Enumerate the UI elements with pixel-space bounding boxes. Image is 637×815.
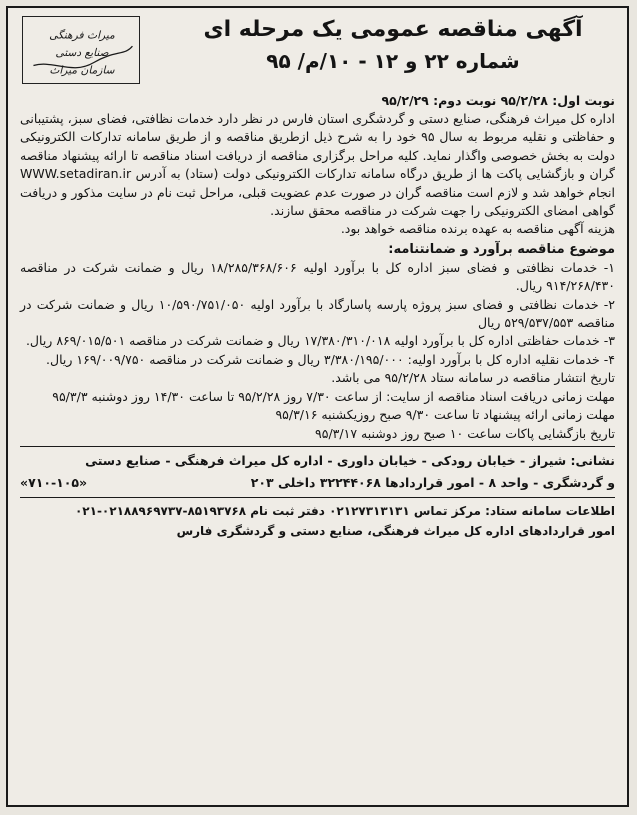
address-line-1: نشانی: شیراز - خیابان رودکی - خیابان داوری - اداره کل میراث فرهنگی - صنایع دستی <box>85 452 615 468</box>
submit-deadline: مهلت زمانی ارائه پیشنهاد تا ساعت ۹/۳۰ صبح روزیکشنبه ۹۵/۳/۱۶ <box>275 407 615 423</box>
notice-header <box>8 8 627 92</box>
subject-item-1: ۱- خدمات نظافتی و فضای سبز اداره کل با برآورد اولیه ۱۸/۲۸۵/۳۶۸/۶۰۶ ریال و ضمانت شرکت در مناقصه ۹۱۴/۲۶۸/۴۳۰ ریال. <box>20 259 615 294</box>
intro-paragraph: اداره کل میراث فرهنگی، صنایع دستی و گردشگری استان فارس در نظر دارد خدمات نظافتی، فضای سبز، پشتیبانی و حفاظتی و نقلیه مربوط به سال ۹۵ خود را به شرح ذیل ازطریق مناقصه و از طریق سامانه تدارکات الکترونیکی دولت به بخش خصوصی واگذار نماید. کلیه مراحل برگزاری مناقصه از دریافت اسناد مناقصه تا ارائه پیشنهاد مناقصه گران و بازگشایی پاکت ها از طریق درگاه سامانه تدارکات الکترونیکی دولت (ستاد) به آدرس WWW.setadiran.ir انجام خواهد شد و لازم است مناقصه گران در صورت عدم عضویت قبلی، مراحل ثبت نام در سایت مذکور و دریافت گواهی امضای الکترونیکی را جهت شرکت در مناقصه محقق سازند. <box>20 111 615 219</box>
organization-logo <box>22 16 140 84</box>
receive-deadline: مهلت زمانی دریافت اسناد مناقصه از سایت: از ساعت ۷/۳۰ روز ۹۵/۲/۲۸ تا ساعت ۱۴/۳۰ روز دوشنبه ۹۵/۳/۳ <box>52 388 615 404</box>
logo-emblem <box>23 17 139 83</box>
notice-body <box>8 92 627 541</box>
notice-number: شماره ۲۲ و ۱۲ - ۱۰/م/ ۹۵ <box>266 49 520 73</box>
publication-turns: نوبت اول: ۹۵/۲/۲۸ نوبت دوم: ۹۵/۲/۲۹ <box>381 93 615 108</box>
setad-contact-info: اطلاعات سامانه ستاد: مرکز تماس ۰۲۱۲۷۳۱۳۱۳۱ دفتر ثبت نام ۸۵۱۹۳۷۶۸-۰۲۱۸۸۹۶۹۷۳۷-۰۲۱ <box>74 503 615 518</box>
notice-title: آگهی مناقصه عمومی یک مرحله ای <box>203 17 583 42</box>
divider-bottom <box>20 497 615 498</box>
tender-notice <box>6 6 629 807</box>
logo-line-1: میراث فرهنگی <box>49 28 115 42</box>
address-line-2-text: و گردشگری - واحد ۸ - امور قراردادها ۳۲۲۴۴۰۶۸ داخلی ۲۰۳ <box>250 474 615 490</box>
subject-heading: موضوع مناقصه برآورد و ضمانتنامه: <box>388 241 615 257</box>
divider-top <box>20 446 615 447</box>
publish-date: تاریخ انتشار مناقصه در سامانه ستاد ۹۵/۲/۲۸ می باشد. <box>331 370 615 386</box>
logo-line-3: سازمان میراث <box>49 63 115 77</box>
subject-item-4: ۴- خدمات نقلیه اداره کل با برآورد اولیه: ۳/۳۸۰/۱۹۵/۰۰۰ ریال و ضمانت شرکت در مناقصه ۱۶۹/۰۰۹/۷۵۰ ریال. <box>46 351 615 367</box>
address-line-2 <box>20 472 615 494</box>
opening-date: تاریخ بازگشایی پاکات ساعت ۱۰ صبح روز دوشنبه ۹۵/۳/۱۷ <box>315 425 615 441</box>
subject-item-3: ۳- خدمات حفاظتی اداره کل با برآورد اولیه ۱۷/۳۸۰/۳۱۰/۰۱۸ ریال و ضمانت شرکت در مناقصه ۸۶۹/۰۱۵/۵۰۱ ریال. <box>25 333 615 349</box>
cost-note: هزینه آگهی مناقصه به عهده برنده مناقصه خواهد بود. <box>340 221 615 237</box>
subject-item-2: ۲- خدمات نظافتی و فضای سبز پروژه پارسه پاسارگاد با برآورد اولیه ۱۰/۵۹۰/۷۵۱/۰۵۰ ریال و ضمانت شرکت در مناقصه ۵۲۹/۵۳۷/۵۵۳ ریال <box>20 296 615 331</box>
ad-code: «۷۱۰-۱۰۵» <box>20 474 88 490</box>
issuing-department: امور قراردادهای اداره کل میراث فرهنگی، صنایع دستی و گردشگری فارس <box>176 523 615 538</box>
logo-line-2: صنایع دستی <box>55 45 109 59</box>
